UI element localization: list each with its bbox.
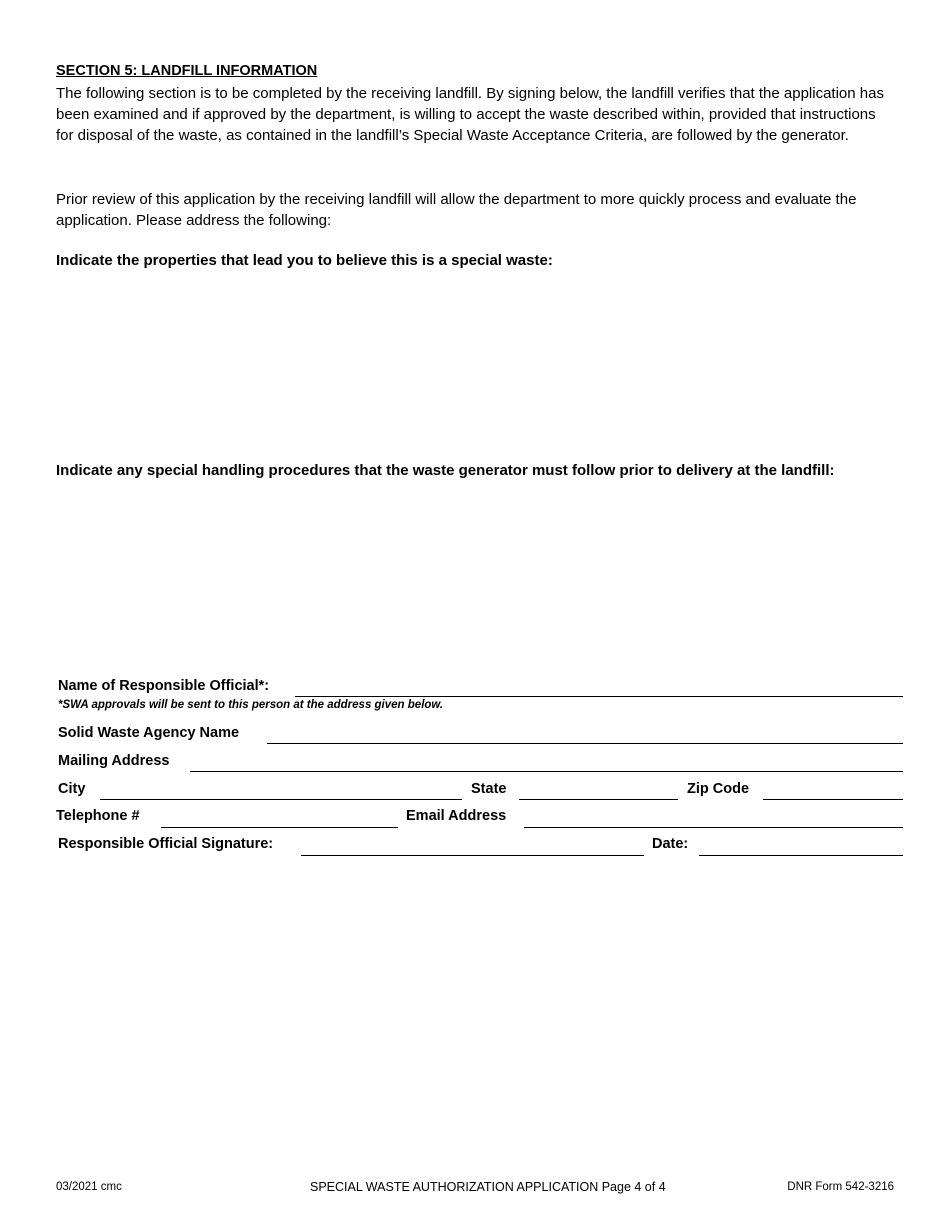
city-field[interactable] [100, 799, 462, 800]
telephone-field[interactable] [161, 827, 398, 828]
mailing-address-field[interactable] [190, 771, 903, 772]
official-name-label: Name of Responsible Official*: [58, 678, 270, 694]
state-label: State [471, 781, 507, 797]
mailing-address-label: Mailing Address [58, 753, 170, 769]
email-label: Email Address [406, 808, 507, 824]
date-label: Date: [652, 836, 689, 852]
state-field[interactable] [519, 799, 678, 800]
city-label: City [58, 781, 86, 797]
official-name-field[interactable] [295, 696, 903, 697]
email-field[interactable] [524, 827, 903, 828]
special-handling-question: Indicate any special handling procedures that the waste generator must follow prior to delivery at the landfill: [56, 462, 835, 479]
telephone-label: Telephone # [56, 808, 140, 824]
special-waste-properties-question: Indicate the properties that lead you to believe this is a special waste: [56, 252, 553, 269]
footer-form-number: DNR Form 542-3216 [787, 1181, 894, 1193]
review-paragraph: Prior review of this application by the receiving landfill will allow the department to more quickly process and evaluate the application. Please address the following: [56, 191, 857, 229]
signature-field[interactable] [301, 855, 644, 856]
footer-date-code: 03/2021 cmc [56, 1181, 122, 1193]
section-title: SECTION 5: LANDFILL INFORMATION [56, 63, 318, 79]
date-field[interactable] [699, 855, 903, 856]
signature-label: Responsible Official Signature: [58, 836, 274, 852]
intro-paragraph: The following section is to be completed by the receiving landfill. By signing below, the landfill verifies that the application has been examined and if approved by the department, is willing to accept the waste described within, provided that instructions for disposal of the waste, as contained in the landfill’s Special Waste Acceptance Criteria, are followed by the generator. [56, 85, 884, 144]
agency-name-field[interactable] [267, 743, 903, 744]
agency-name-label: Solid Waste Agency Name [58, 725, 240, 741]
zip-code-field[interactable] [763, 799, 903, 800]
zip-code-label: Zip Code [687, 781, 750, 797]
official-name-note: *SWA approvals will be sent to this person at the address given below. [58, 699, 444, 711]
footer-title: SPECIAL WASTE AUTHORIZATION APPLICATION Page 4 of 4 [310, 1180, 666, 1194]
